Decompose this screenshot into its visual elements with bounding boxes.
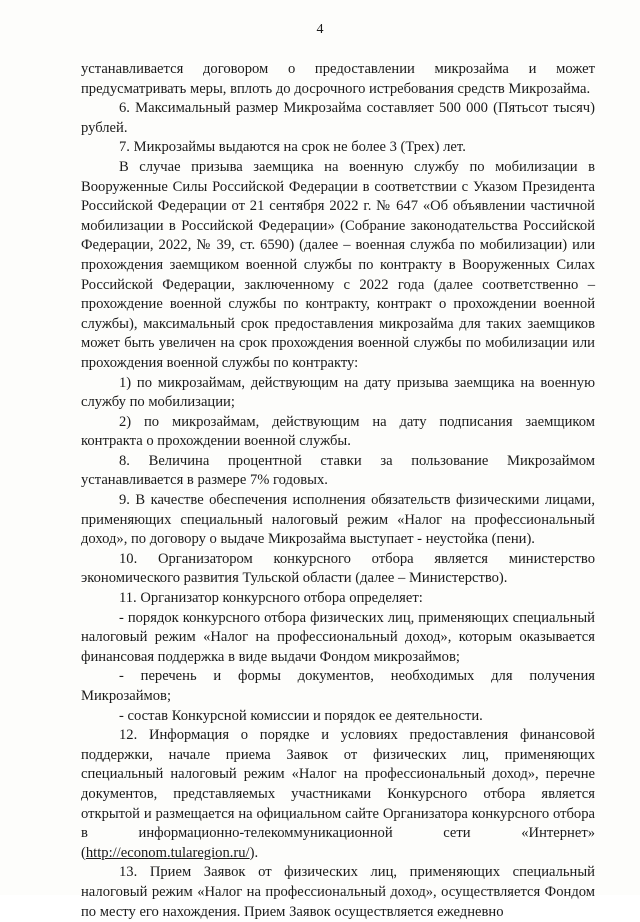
paragraph-7-item-1: 1) по микрозаймам, действующим на дату призыва заемщика на военную службу по мобилизации;	[81, 374, 595, 411]
paragraph-11-item-3: - состав Конкурсной комиссии и порядок ее деятельности.	[119, 707, 483, 724]
paragraph-12	[81, 726, 595, 863]
paragraph-8: 8. Величина процентной ставки за пользование Микрозаймом устанавливается в размере 7% годовых.	[81, 452, 595, 489]
paragraph-9: 9. В качестве обеспечения исполнения обязательств физическими лицами, применяющих специальный налоговый режим «Налог на профессиональный доход», по договору о выдаче Микрозайма выступает - неустойка (пени).	[81, 492, 595, 548]
paragraph-6: 6. Максимальный размер Микрозайма составляет 500 000 (Пятьсот тысяч) рублей.	[81, 100, 595, 136]
paragraph-7-mobilization: В случае призыва заемщика на военную службу по мобилизации в Вооруженные Силы Российской Федерации в соответствии с Указом Президента Российской Федерации от 21 сентября 2022 г. № 647 «Об объявлении частичной мобилизации в Российской Федерации» (Собрание законодательства Российской Федерации, 2022, № 39, ст. 6590) (далее – военная служба по мобилизации) или прохождения заемщиком военной службы по контракту в Вооруженных Силах Российской Федерации, заключенному с 2022 года (далее соответственно – прохождение военной службы по контракту, контракт о прохождении военной службы), максимальный срок предоставления микрозайма для таких заемщиков может быть увеличен на срок прохождения военной службы по мобилизации или прохождения военной службы по контракту:	[81, 158, 595, 371]
paragraph-13: 13. Прием Заявок от физических лиц, применяющих специальный налоговый режим «Налог на профессиональный доход», осуществляется Фондом по месту его нахождения. Прием Заявок осуществляется ежедневно	[81, 864, 595, 920]
paragraph-continuation: устанавливается договором о предоставлении микрозайма и может предусматривать меры, вплоть до досрочного истребования средств Микрозайма.	[81, 61, 595, 97]
paragraph-10: 10. Организатором конкурсного отбора является министерство экономического развития Тульской области (далее – Министерство).	[81, 550, 595, 587]
website-link[interactable]: http://econom.tularegion.ru/	[85, 844, 250, 861]
page-number: 4	[316, 22, 324, 37]
paragraph-7: 7. Микрозаймы выдаются на срок не более 3 (Трех) лет.	[119, 139, 466, 156]
paragraph-7-item-2: 2) по микрозаймам, действующим на дату подписания заемщиком контракта о прохождении военной службы.	[81, 413, 595, 450]
paragraph-11-item-1: - порядок конкурсного отбора физических лиц, применяющих специальный налоговый режим «Налог на профессиональный доход», которым оказывается финансовая поддержка в виде выдачи Фондом микрозаймов;	[81, 609, 595, 665]
paragraph-11: 11. Организатор конкурсного отбора определяет:	[119, 590, 423, 607]
paragraph-12-text: 12. Информация о порядке и условиях предоставления финансовой поддержки, начале приема Заявок от физических лиц, применяющих специальный налоговый режим «Налог на профессиональный доход», перечне документов, представляемых участниками Конкурсного отбора является открытой и размещается на официальном сайте Организатора конкурсного отбора в информационно-телекоммуникационной сети «Интернет» (	[81, 727, 595, 861]
document-body	[81, 60, 595, 922]
paragraph-12-tail: ).	[249, 844, 259, 861]
paragraph-11-item-2: - перечень и формы документов, необходимых для получения Микрозаймов;	[81, 668, 595, 704]
